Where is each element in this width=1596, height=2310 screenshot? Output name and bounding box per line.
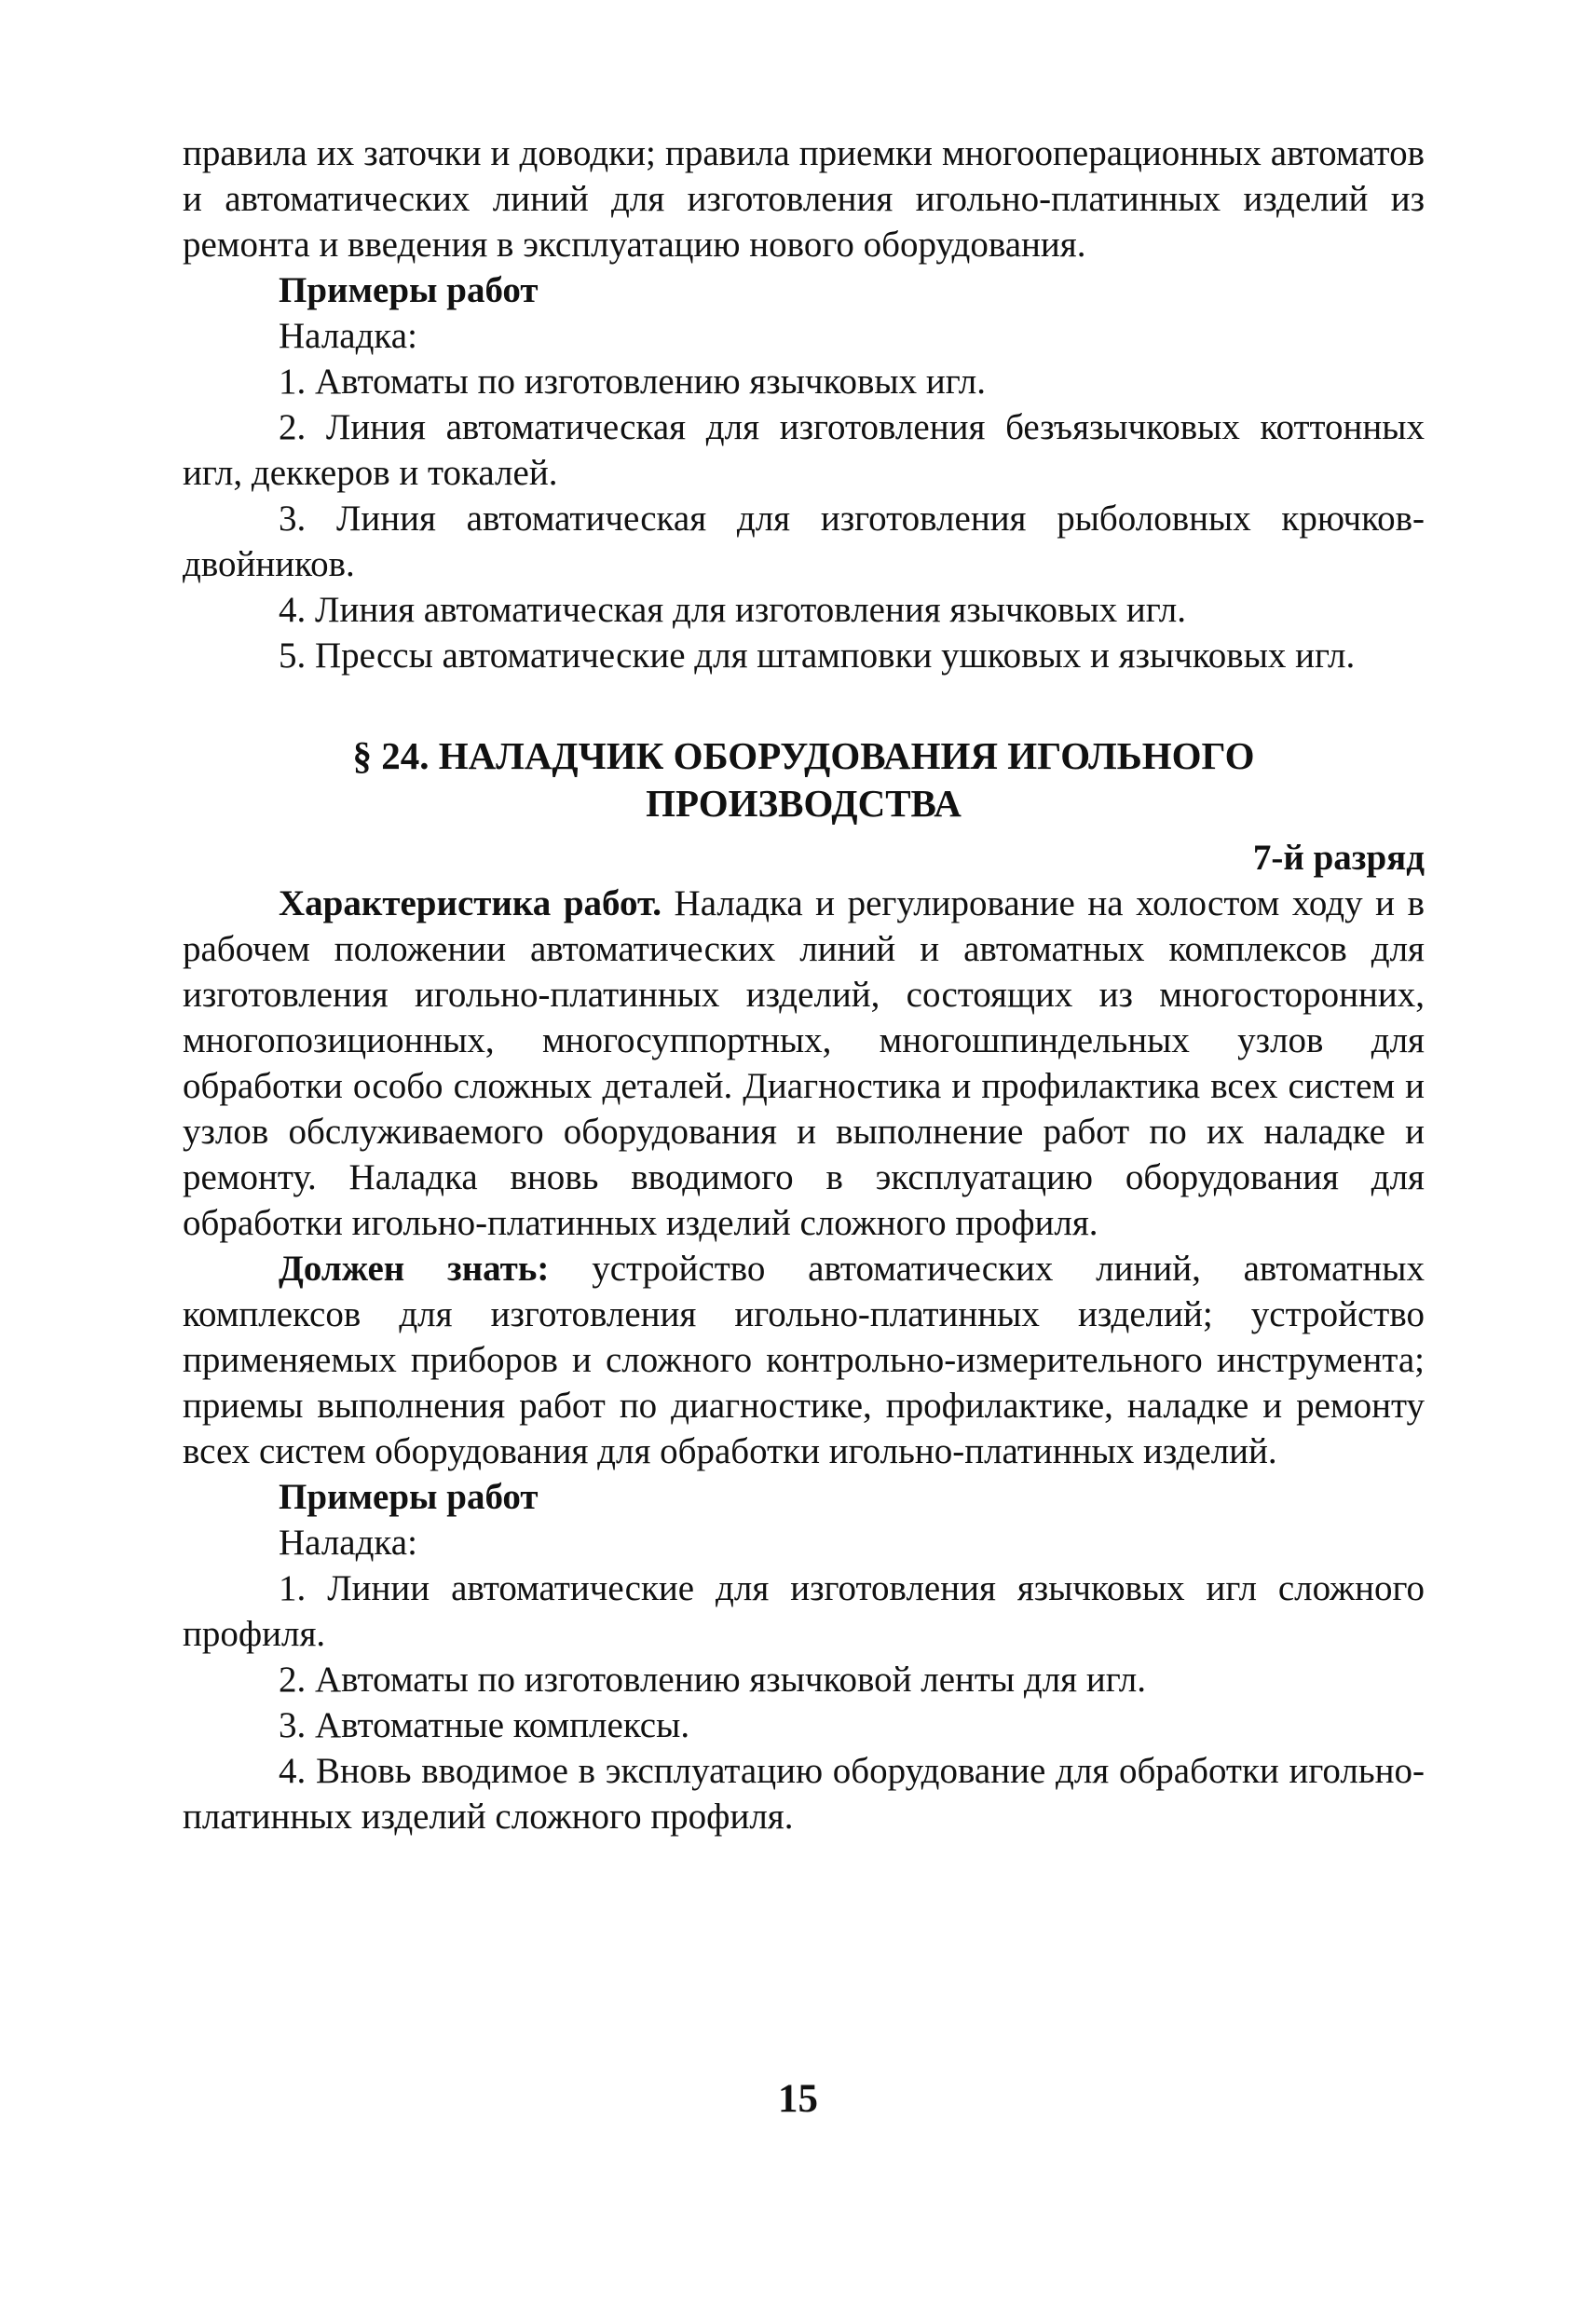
must-know-label: Должен знать: [279, 1249, 550, 1289]
list-item: 2. Автоматы по изготовлению язычковой ленты для игл. [279, 1660, 1146, 1700]
list-item: 2. Линия автоматическая для изготовления безъязычковых коттонных игл, деккеров и токалей. [183, 407, 1425, 493]
intro-paragraph: правила их заточки и доводки; правила приемки многооперационных автоматов и автоматических линий для изготовления игольно-платинных изделий из ремонта и введения в эксплуатацию нового оборудования. [183, 133, 1425, 265]
list-item: 4. Вновь вводимое в эксплуатацию оборудование для обработки игольно-платинных изделий сложного профиля. [183, 1751, 1425, 1837]
characteristics-text: Наладка и регулирование на холостом ходу и в рабочем положении автоматических линий и автоматных комплексов для изготовления игольно-платинных изделий, состоящих из многосторонних, многопозиционных, многосуппортных, многошпиндельных узлов для обработки особо сложных деталей. Диагностика и профилактика всех систем и узлов обслуживаемого оборудования и выполнение работ по их наладке и ремонту. Наладка вновь вводимого в эксплуатацию оборудования для обработки игольно-платинных изделий сложного профиля. [183, 883, 1425, 1243]
grade-label: 7-й разряд [1252, 838, 1425, 878]
examples-subtitle: Наладка: [279, 1523, 417, 1563]
list-item: 3. Линия автоматическая для изготовления рыболовных крючков-двойников. [183, 499, 1425, 584]
examples-title: Примеры работ [279, 1477, 539, 1517]
characteristics-label: Характеристика работ. [279, 883, 662, 923]
examples-title: Примеры работ [279, 270, 539, 310]
page-number: 15 [778, 2077, 818, 2121]
list-item: 1. Линии автоматические для изготовления язычковых игл сложного профиля. [183, 1568, 1425, 1654]
must-know-text: устройство автоматических линий, автоматных комплексов для изготовления игольно-платинных изделий; устройство применяемых приборов и сложного контрольно-измерительного инструмента; приемы выполнения работ по диагностике, профилактике, наладке и ремонту всех систем оборудования для обработки игольно-платинных изделий. [183, 1249, 1425, 1471]
list-item: 3. Автоматные комплексы. [279, 1705, 690, 1745]
section-heading [183, 732, 1425, 827]
section-heading-line2: ПРОИЗВОДСТВА [646, 782, 962, 825]
document-page [183, 130, 1425, 1839]
must-know-paragraph [183, 1246, 1425, 1474]
characteristics-paragraph [183, 881, 1425, 1246]
list-item: 4. Линия автоматическая для изготовления язычковых игл. [279, 590, 1186, 630]
list-item: 1. Автоматы по изготовлению язычковых игл. [279, 362, 986, 402]
examples-subtitle: Наладка: [279, 316, 417, 356]
section-heading-line1: § 24. НАЛАДЧИК ОБОРУДОВАНИЯ ИГОЛЬНОГО [352, 734, 1255, 777]
list-item: 5. Прессы автоматические для штамповки ушковых и язычковых игл. [279, 636, 1356, 676]
